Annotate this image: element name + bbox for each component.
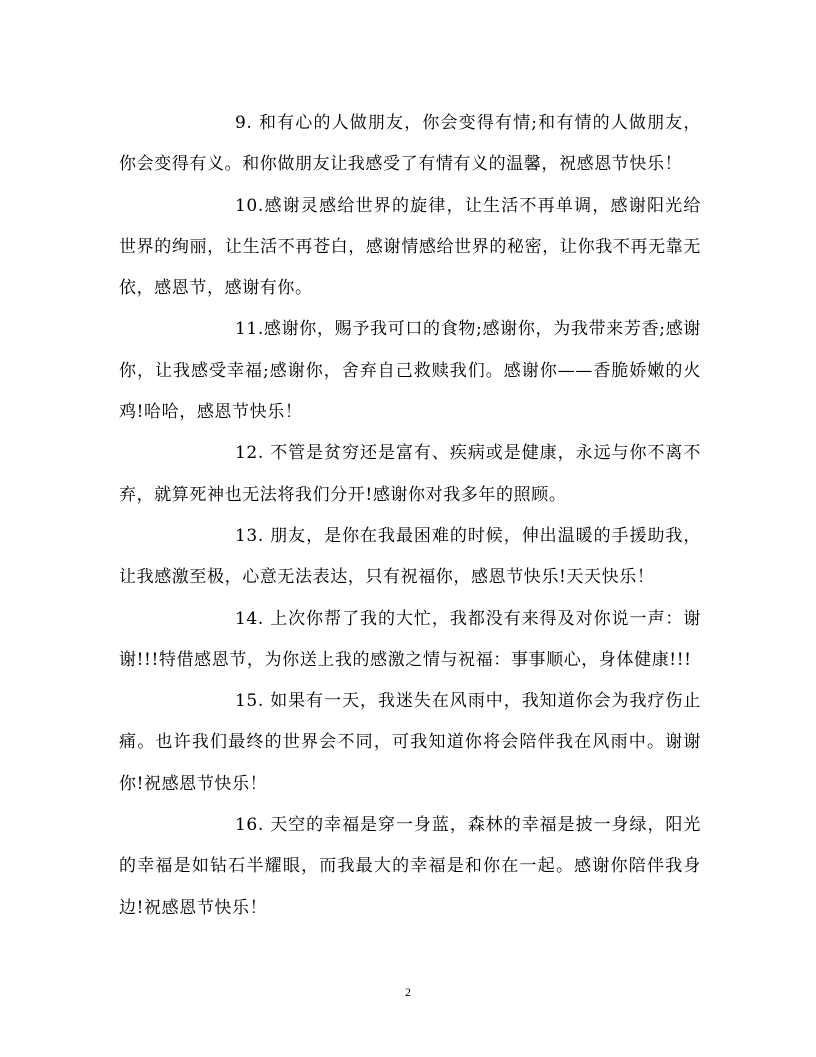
paragraph-text: 不管是贫穷还是富有、疾病或是健康，永远与你不离不弃，就算死神也无法将我们分开!感谢你对我多年的照顾。 (119, 443, 701, 505)
paragraph-text: 如果有一天，我迷失在风雨中，我知道你会为我疗伤止痛。也许我们最终的世界会不同，可我知道你将会陪伴我在风雨中。谢谢你!祝感恩节快乐！ (119, 691, 701, 794)
paragraph-number: 16. (235, 815, 264, 836)
document-body (119, 103, 701, 929)
paragraph-10 (119, 186, 701, 310)
paragraph-9 (119, 103, 701, 186)
paragraph-text: 感谢你，赐予我可口的食物;感谢你，为我带来芳香;感谢你，让我感受幸福;感谢你，舍弃自己救赎我们。感谢你——香脆娇嫩的火鸡!哈哈，感恩节快乐！ (119, 319, 701, 423)
paragraph-number: 14. (235, 608, 264, 629)
paragraph-text: 上次你帮了我的大忙，我都没有来得及对你说一声：谢谢!!!特借感恩节，为你送上我的感激之情与祝福：事事顺心，身体健康!!! (119, 608, 701, 670)
paragraph-12 (119, 433, 701, 516)
paragraph-text: 天空的幸福是穿一身蓝，森林的幸福是披一身绿，阳光的幸福是如钻石半耀眼，而我最大的幸福是和你在一起。感谢你陪伴我身边!祝感恩节快乐！ (119, 815, 701, 918)
paragraph-text: 和有心的人做朋友，你会变得有情;和有情的人做朋友，你会变得有义。和你做朋友让我感受了有情有义的温馨，祝感恩节快乐！ (119, 113, 701, 175)
paragraph-number: 11. (235, 319, 264, 340)
paragraph-number: 9. (235, 113, 253, 133)
paragraph-number: 12. (235, 443, 264, 464)
paragraph-16 (119, 805, 701, 929)
paragraph-number: 13. (235, 525, 264, 546)
paragraph-13 (119, 516, 701, 599)
paragraph-text: 感谢灵感给世界的旋律，让生活不再单调，感谢阳光给世界的绚丽，让生活不再苍白，感谢情感给世界的秘密，让你我不再无靠无依，感恩节，感谢有你。 (119, 195, 701, 299)
paragraph-number: 15. (235, 691, 264, 712)
paragraph-15 (119, 681, 701, 805)
paragraph-text: 朋友，是你在我最困难的时候，伸出温暖的手援助我，让我感激至极，心意无法表达，只有祝福你，感恩节快乐!天天快乐！ (119, 525, 701, 588)
paragraph-number: 10. (235, 195, 264, 216)
paragraph-11 (119, 309, 701, 433)
paragraph-14 (119, 599, 701, 682)
page-number: 2 (405, 985, 411, 999)
